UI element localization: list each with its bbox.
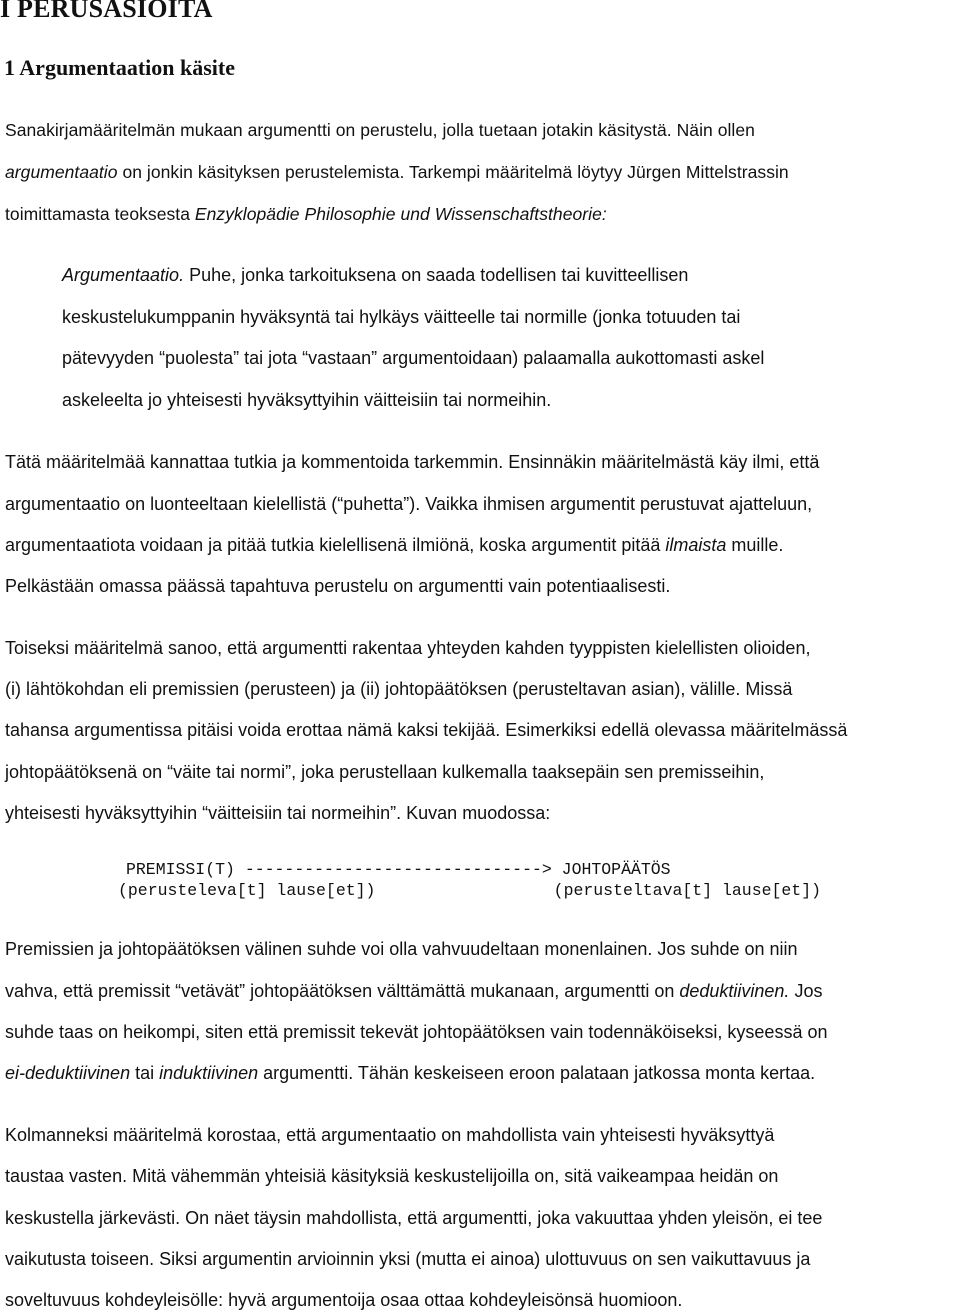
quote-line-2: keskustelukumppanin hyväksyntä tai hylkäys väitteelle tai normille (jonka totuuden tai (62, 307, 741, 327)
section-title: 1 Argumentaation käsite (4, 55, 235, 80)
p4-line-4: ei-deduktiivinen tai induktiivinen argumentti. Tähän keskeiseen eroon palataan jatkossa monta kertaa. (5, 1063, 816, 1083)
p5-line-4: vaikutusta toiseen. Siksi argumentin arvioinnin yksi (mutta ei ainoa) ulottuvuus on sen vaikuttavuus ja (5, 1249, 811, 1269)
p5-line-3: keskustella järkevästi. On näet täysin mahdollista, että argumentti, joka vakuuttaa yhden yleisön, ei tee (5, 1208, 823, 1228)
p3-line-4: johtopäätöksenä on “väite tai normi”, joka perustellaan kulkemalla taaksepäin sen premisseihin, (5, 762, 765, 782)
p2-line-1: Tätä määritelmää kannattaa tutkia ja kommentoida tarkemmin. Ensinnäkin määritelmästä käy ilmi, että (5, 452, 820, 472)
p5-line-1: Kolmanneksi määritelmä korostaa, että argumentaatio on mahdollista vain yhteisesti hyväksyttyä (5, 1125, 775, 1145)
quote-line-4: askeleelta jo yhteisesti hyväksyttyihin väitteisiin tai normeihin. (62, 390, 552, 410)
diagram-line-2: (perusteleva[t] lause[et]) (perusteltava[t] lause[et]) (118, 881, 822, 900)
intro-line-1: Sanakirjamääritelmän mukaan argumentti on perustelu, jolla tuetaan jotakin käsitystä. Näin ollen (5, 120, 755, 140)
term-argumentaatio: argumentaatio (5, 162, 118, 182)
p3-line-1: Toiseksi määritelmä sanoo, että argumentti rakentaa yhteyden kahden tyyppisten kielellisten olioiden, (5, 638, 811, 658)
p2-line-3: argumentaatiota voidaan ja pitää tutkia kielellisenä ilmiönä, koska argumentit pitää ilmaista muille. (5, 535, 784, 555)
book-title: Enzyklopädie Philosophie und Wissenschaftstheorie: (194, 204, 607, 224)
quote-line-1: Argumentaatio. Puhe, jonka tarkoituksena on saada todellisen tai kuvitteellisen (62, 265, 689, 285)
p3-line-5: yhteisesti hyväksyttyihin “väitteisiin tai normeihin”. Kuvan muodossa: (5, 803, 551, 823)
p2-line-2: argumentaatio on luonteeltaan kielellistä (“puhetta”). Vaikka ihmisen argumentit perustuvat ajatteluun, (5, 494, 813, 514)
quote-line-3: pätevyyden “puolesta” tai jota “vastaan” argumentoidaan) palaamalla aukottomasti askel (62, 348, 765, 368)
p5-line-5: soveltuvuus kohdeyleisölle: hyvä argumentoija osaa ottaa kohdeyleisönsä huomioon. (5, 1290, 683, 1310)
p4-line-2: vahva, että premissit “vetävät” johtopäätöksen välttämättä mukanaan, argumentti on deduktiivinen. Jos (5, 981, 823, 1001)
diagram-line-1: PREMISSI(T) ------------------------------> JOHTOPÄÄTÖS (126, 860, 671, 879)
intro-line-3: toimittamasta teoksesta Enzyklopädie Philosophie und Wissenschaftstheorie: (5, 204, 607, 224)
intro-line-2: argumentaatio on jonkin käsityksen perustelemista. Tarkempi määritelmä löytyy Jürgen Mittelstrassin (5, 162, 789, 182)
part-title: I PERUSASIOITA (0, 0, 213, 23)
p4-line-1: Premissien ja johtopäätöksen välinen suhde voi olla vahvuudeltaan monenlainen. Jos suhde on niin (5, 939, 798, 959)
p3-line-3: tahansa argumentissa pitäisi voida erottaa nämä kaksi tekijää. Esimerkiksi edellä olevassa määritelmässä (5, 720, 848, 740)
p2-line-4: Pelkästään omassa päässä tapahtuva perustelu on argumentti vain potentiaalisesti. (5, 576, 671, 596)
p3-line-2: (i) lähtökohdan eli premissien (perusteen) ja (ii) johtopäätöksen (perusteltavan asian), välille. Missä (5, 679, 793, 699)
quote-term: Argumentaatio. (62, 265, 185, 285)
p5-line-2: taustaa vasten. Mitä vähemmän yhteisiä käsityksiä keskustelijoilla on, sitä vaikeampaa heidän on (5, 1166, 779, 1186)
p4-line-3: suhde taas on heikompi, siten että premissit tekevät johtopäätöksen vain todennäköiseksi, kyseessä on (5, 1022, 828, 1042)
